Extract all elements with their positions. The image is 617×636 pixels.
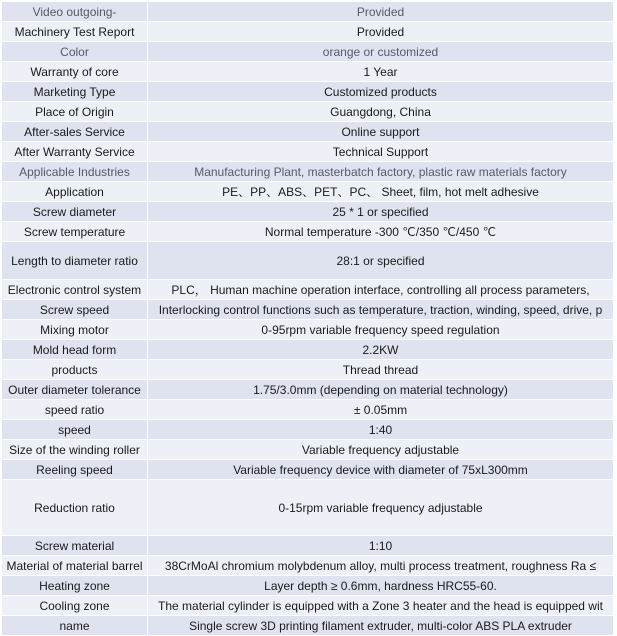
spec-key: Outer diameter tolerance xyxy=(2,380,148,399)
table-row xyxy=(2,82,613,102)
spec-value: 2.2KW xyxy=(148,340,613,359)
table-row xyxy=(2,556,613,576)
table-row xyxy=(2,360,613,380)
spec-value: Technical Support xyxy=(148,142,613,161)
spec-key: Electronic control system xyxy=(2,280,148,299)
table-row xyxy=(2,202,613,222)
spec-key: Reeling speed xyxy=(2,460,148,479)
spec-value: Guangdong, China xyxy=(148,102,613,121)
table-row xyxy=(2,460,613,480)
table-row xyxy=(2,122,613,142)
table-row xyxy=(2,242,613,280)
table-row xyxy=(2,300,613,320)
table-row xyxy=(2,440,613,460)
spec-key: Screw material xyxy=(2,536,148,555)
spec-key: Mold head form xyxy=(2,340,148,359)
table-row xyxy=(2,2,613,22)
table-row xyxy=(2,536,613,556)
table-row xyxy=(2,42,613,62)
spec-value: PE、PP、ABS、PET、PC、 Sheet, film, hot melt adhesive xyxy=(148,182,613,201)
table-row xyxy=(2,102,613,122)
table-row xyxy=(2,222,613,242)
spec-key: speed ratio xyxy=(2,400,148,419)
spec-value: Provided xyxy=(148,2,613,21)
spec-value: Customized products xyxy=(148,82,613,101)
table-row xyxy=(2,616,613,636)
spec-value: Single screw 3D printing filament extruder, multi-color ABS PLA extruder xyxy=(148,616,613,635)
table-row xyxy=(2,280,613,300)
spec-value: Variable frequency adjustable xyxy=(148,440,613,459)
table-row xyxy=(2,420,613,440)
spec-value: Manufacturing Plant, masterbatch factory, plastic raw materials factory xyxy=(148,162,613,181)
spec-key: Video outgoing- xyxy=(2,2,148,21)
spec-key: Warranty of core xyxy=(2,62,148,81)
spec-key: Place of Origin xyxy=(2,102,148,121)
spec-key: speed xyxy=(2,420,148,439)
spec-key: Screw temperature xyxy=(2,222,148,241)
spec-key: After-sales Service xyxy=(2,122,148,141)
table-row xyxy=(2,182,613,202)
spec-value: Provided xyxy=(148,22,613,41)
spec-key: Application xyxy=(2,182,148,201)
table-row xyxy=(2,320,613,340)
spec-key: Reduction ratio xyxy=(2,480,148,535)
table-row xyxy=(2,576,613,596)
spec-value: 1:10 xyxy=(148,536,613,555)
spec-value: The material cylinder is equipped with a Zone 3 heater and the head is equipped wit xyxy=(148,596,613,615)
spec-key: name xyxy=(2,616,148,635)
spec-value: 28:1 or specified xyxy=(148,242,613,279)
spec-key: Color xyxy=(2,42,148,61)
table-row xyxy=(2,22,613,42)
spec-value: 1 Year xyxy=(148,62,613,81)
spec-key: Size of the winding roller xyxy=(2,440,148,459)
spec-key: Machinery Test Report xyxy=(2,22,148,41)
spec-key: Material of material barrel xyxy=(2,556,148,575)
spec-key: Screw speed xyxy=(2,300,148,319)
spec-key: products xyxy=(2,360,148,379)
spec-value: Variable frequency device with diameter of 75xL300mm xyxy=(148,460,613,479)
table-row xyxy=(2,480,613,536)
spec-value: orange or customized xyxy=(148,42,613,61)
spec-value: ± 0.05mm xyxy=(148,400,613,419)
spec-key: Marketing Type xyxy=(2,82,148,101)
spec-value: Layer depth ≥ 0.6mm, hardness HRC55-60. xyxy=(148,576,613,595)
spec-key: Heating zone xyxy=(2,576,148,595)
spec-value: 38CrMoAl chromium molybdenum alloy, multi process treatment, roughness Ra ≤ xyxy=(148,556,613,575)
table-row xyxy=(2,62,613,82)
table-row xyxy=(2,340,613,360)
spec-value: Normal temperature -300 ℃/350 ℃/450 ℃ xyxy=(148,222,613,241)
spec-key: After Warranty Service xyxy=(2,142,148,161)
table-row xyxy=(2,142,613,162)
spec-value: Online support xyxy=(148,122,613,141)
table-row xyxy=(2,400,613,420)
spec-key: Cooling zone xyxy=(2,596,148,615)
spec-value: 25 * 1 or specified xyxy=(148,202,613,221)
spec-value: Thread thread xyxy=(148,360,613,379)
spec-key: Length to diameter ratio xyxy=(2,242,148,279)
spec-value: 0-15rpm variable frequency adjustable xyxy=(148,480,613,535)
spec-key: Applicable Industries xyxy=(2,162,148,181)
spec-value: 0-95rpm variable frequency speed regulation xyxy=(148,320,613,339)
spec-value: 1:40 xyxy=(148,420,613,439)
table-row xyxy=(2,596,613,616)
spec-table xyxy=(2,2,613,636)
table-row xyxy=(2,162,613,182)
table-row xyxy=(2,380,613,400)
spec-value: PLC， Human machine operation interface, controlling all process parameters, xyxy=(148,280,613,299)
spec-key: Screw diameter xyxy=(2,202,148,221)
spec-key: Mixing motor xyxy=(2,320,148,339)
spec-value: Interlocking control functions such as temperature, traction, winding, speed, drive, p xyxy=(148,300,613,319)
spec-value: 1.75/3.0mm (depending on material technology) xyxy=(148,380,613,399)
